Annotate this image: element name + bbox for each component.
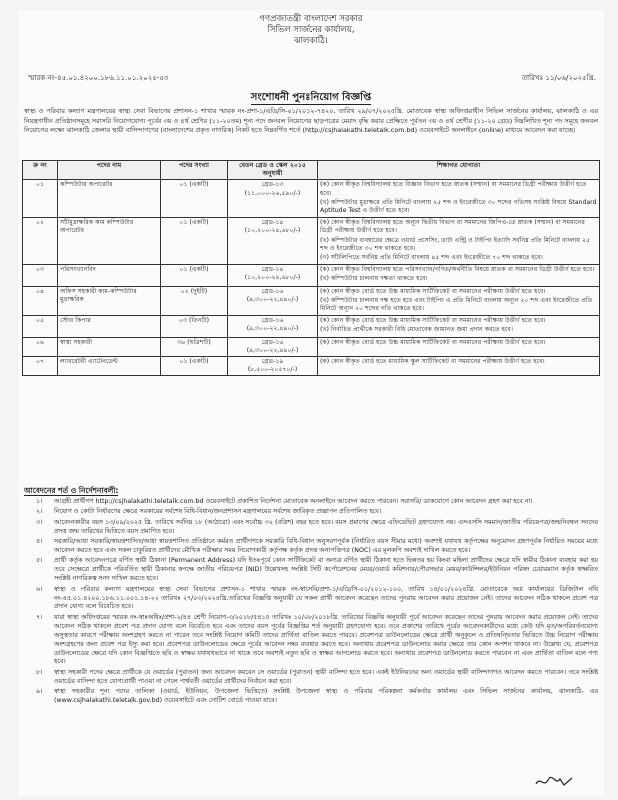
qualification-cell (318, 218, 600, 265)
post-count: ০১ (একটি) (161, 180, 228, 218)
notice-title: সংশোধনী পুনঃনিয়োগ বিজ্ঞপ্তি (250, 92, 372, 103)
pay-scale: (৯,৩০০-২২,৪৯০/-) (246, 295, 299, 303)
condition-text: সরকারি/আধা সরকারি/স্বায়ত্তশাসিত/আধা স্বায়ত্তশাসিত প্রতিষ্ঠানে কর্মরত প্রার্থীগণকে সরকারি বিধি-বিধান অনুসরণপূর্বক (নির্ধারিত বয়স সীমার মধ্যে) অবশ্যই যথাযথ কর্তৃপক্ষের অনুমোদন গ্রহণপূর্বক নির্ধারিত সময়ের মধ্যে আবেদন করতে হবে এবং সকল চাকুরিরত প্রার্থীদের মৌখিক পরীক্ষার সময় নিয়োগকারী কর্তৃপক্ষ কর্তৃক প্রদত্ত অনাপত্তিপত্র (NOC) এর মূলকপি অবশ্যই দাখিল করতে হবে। (54, 538, 598, 555)
condition-number: ৭। (36, 613, 43, 621)
row-number: ০২ (23, 218, 58, 265)
post-count: ০১ (একটি) (161, 265, 228, 286)
notice-page (18, 10, 604, 796)
condition-item (24, 498, 598, 507)
memo-date: তারিখঃ ১১/০৬/২০২৫খ্রি. (521, 74, 596, 82)
letterhead-line1: গণপ্রজাতন্ত্রী বাংলাদেশ সরকার (259, 14, 363, 24)
post-count: ০২ (দুইটি) (161, 286, 228, 316)
table-row (23, 265, 600, 286)
row-number: ০১ (23, 180, 58, 218)
qualification-line: (খ) কম্পিউটার মুদ্রাক্ষরে প্রতি মিনিটে বাংলায় ২৫ শব্দ ও ইংরেজীতে ৩০ শব্দের গতিসহ সংশ্লিষ্ট বিষয়ে Standard Aptitude Test এ উত্তীর্ণ হতে হবে। (320, 198, 597, 215)
pay-grade (228, 180, 318, 218)
pay-scale: (৯,৩০০-২২,৪৯০/-) (246, 325, 299, 333)
condition-item (24, 614, 598, 667)
condition-text: আবেদনকারীর বয়স ১৩/০৯/২০২৫ খ্রি. তারিখে সর্বনিম্ন ১৮ (আঠারো) এবং সর্বোচ্চ ৩২ (বত্রিশ) বছর হতে হবে। বয়স প্রমাণের ক্ষেত্রে এফিডেভিট গ্রহণযোগ্য নয়। এসএসসি সমমান/জাতীয় পরিচয়পত্র/জন্মনিবন্ধন সনদের প্রদত্ত জন্ম তারিখের ভিত্তিতে বয়স প্রমাণিত হবে। (54, 518, 598, 535)
condition-text: নিয়োগ ও কোটা নির্ধারণের ক্ষেত্রে সরকারের সর্বশেষ বিধি-বিধান/জনপ্রশাসন মন্ত্রণালয়ের সর্বশেষ জারিকৃত প্রজ্ঞাপন প্রতিপালিত হবে। (54, 508, 382, 516)
grade-label: গ্রেড-১৩ (261, 181, 284, 189)
intro-paragraph: স্বাস্থ্য ও পরিবার কল্যাণ মন্ত্রণালয়ের স্বাস্থ্য সেবা বিভাগের প্রশাসন-১ শাখার স্মারক নং-প্রশা-১/এডি/সি-০১/২০১২-৭৪২০, তারিখ ২৯/০৭/২০২৫খ্রি. মোতাবেক স্বাস্থ্য অধিদপ্তরাধীন সিভিল সার্জনের কার্যালয়, ঝালকাঠি ও এর নিয়ন্ত্রণাধীন প্রতিষ্ঠানসমূহে সরাসরি নিয়োগযোগ্য পূর্বের ৩য় ও ৪র্থ শ্রেণির (১১-২০তম) শূন্য পদে জনবল নিয়োগের ছাড়পত্রের মেয়াদ বৃদ্ধি করার প্রেক্ষিতে পূর্বতন ৩য় ও ৪র্থ শ্রেণীর (১১-২০ গ্রেড) নিম্নলিখিত শূন্য পদ সমূহে জনবল নিয়োগের লক্ষ্যে ঝালকাঠি জেলার স্থায়ী বাসিন্দাগণের (বাংলাদেশের প্রকৃত নাগরিক) নিকট হতে নিম্নবর্ণিত শর্তে (http://csjhalakathi.teletalk.com.bd) ওয়েবসাইটে অনলাইনে (online) মাধ্যমে আবেদন করা যাচ্ছে। (24, 107, 598, 135)
qualification-cell (318, 357, 600, 376)
grade-label: গ্রেড-১৬ (261, 338, 284, 346)
condition-text: স্বাস্থ্য সহকারীর শূন্য পদের তালিকা (ওয়ার্ড, ইউনিয়ন, উপজেলা ভিত্তিতে) সংশ্লিষ্ট উপজেলা স্বাস্থ্য ও পরিবার পরিকল্পনা কর্মকর্তার কার্যালয় এবং সিভিল সার্জনের কার্যালয়, ঝালকাঠি- এর (www.csjhalakathi.teletalk.gov.bd) ওয়েবসাইটে এবং নোটিশ বোর্ডে পাওয়া যাবে। (54, 688, 598, 705)
conditions-title: আবেদনের শর্ত ও নির্দেশনাবলী: (24, 486, 119, 495)
col-header-grade: বেতন গ্রেড ও স্কেল ২০১৫ অনুযায়ী (228, 161, 318, 180)
condition-text: আগ্রহী প্রার্থীগণ http://csjhalakathi.teletalk.com.bd ওয়েবসাইটে প্রকাশিত নির্দেশনা মোতাবেক অনলাইনে আবেদন করতে পারবেন। সরাসরি/ ডাকযোগে কোন আবেদন গ্রহণ করা হবে না। (54, 498, 533, 505)
condition-number: ২। (36, 508, 43, 516)
qualification-line: (ক) কোন স্বীকৃত বোর্ড হতে উচ্চ মাধ্যমিক সার্টিফিকেট বা সমমানের পরীক্ষায় উত্তীর্ণ হতে হবে। (320, 317, 546, 325)
condition-text: স্বাস্থ্য ও পরিবার কল্যাণ মন্ত্রণালয়ের স্বাস্থ্য সেবা বিভাগের প্রশাসন-১ শাখার স্মারক নং-স্বাসেবি/প্রশা-১/এডি/সি-০১/২০১২-১০০, তারিখ ১৪/০১/২০২৪খ্রি. মোতাবেকে অত্র কার্যালয়ের ডিজিটাল নথি নং-৪৫.০১.৪২০০.১৮৬.১১.০০১.১৪-২২ তারিখঃ ২৭/০৩/২০২৪খ্রি.তারিখের বিজ্ঞপ্তি অনুযায়ী যে সকল প্রার্থী আবেদন করেছেন তাদের পুনরায় আবেদন করার প্রয়োজন নেই। তাদের আবেদন সঠিক থাকলে প্রবেশ পত্র প্রদান যোগ্য বলে বিবেচিত হবে। (54, 585, 598, 611)
condition-item (24, 538, 598, 556)
row-number: ০৭ (23, 357, 58, 376)
pay-scale: (১০,২০০-২৪,৬৮০/-) (244, 227, 301, 235)
condition-text: স্বাস্থ্য সহকারী পদের ক্ষেত্রে প্রার্থীকে যে ওয়ার্ডের (পুরাতন) জন্য আবেদন করবেন সে ওয়ার্ডের (পুরাতন) স্থায়ী বাসিন্দা হতে হবে। একই ইউনিয়নের অন্য ওয়ার্ডের স্থায়ী বাসিন্দাগণও আবেদন করতে পারবেন। তবে সংশ্লিষ্ট ওয়ার্ডের বাসিন্দা হতে যোগ্যপ্রার্থী পাওয়া না গেলে পার্শ্ববর্তী ওয়ার্ডের প্রার্থীদের নির্বাচন করা হবে। (54, 668, 598, 685)
qualification-line: (ক) কোন স্বীকৃত বোর্ড হতে উচ্চ মাধ্যমিক সার্টিফিকেট বা সমমানের পরীক্ষায় উত্তীর্ণ হতে হবে। (320, 338, 546, 346)
post-count: ৩৬ (ছত্রিশটি) (161, 337, 228, 356)
grade-label: গ্রেড-১৬ (261, 317, 284, 325)
post-name: স্বাস্থ্য সহকারী (58, 337, 161, 356)
pay-grade (228, 218, 318, 265)
post-name: ল্যাবরেটরী এ্যাটেনডেন্ট (58, 357, 161, 376)
condition-text: প্রার্থী কর্তৃক আবেদনপত্রে বর্ণিত স্থায়ী ঠিকানা (Permanent Address) যদি ইতঃপূর্বে কোন সার্টিফিকেট বা অন্যত্র বর্ণিত স্থায়ী ঠিকানা হতে ভিন্নতর হয় কিংবা মহিলা প্রার্থীদের ক্ষেত্রে যদি স্বামীর ঠিকানা ব্যবহার করা হয় তবে সেক্ষেত্রে প্রার্থীকে পরিবর্তিত স্থায়ী ঠিকানার স্বপক্ষে জাতীয় পরিচয়পত্র (NID) উল্লেখসহ সংশ্লিষ্ট সিটি কর্পোরেশনের মেয়র/ওয়ার্ড কমিশনার/পৌরসভার মেয়র/কাউন্সিলর/ইউনিয়ন পরিষদ চেয়ারম্যান কর্তৃক স্বাক্ষরিত সংশ্লিষ্ট নাগরিকত্ব সনদ দাখিল করতে হবে। (54, 557, 598, 583)
qualification-cell (318, 337, 600, 356)
letterhead (18, 14, 604, 47)
condition-number: ৫। (36, 557, 43, 565)
post-name: কম্পিউটার অপারেটর (58, 180, 161, 218)
qualification-line: (গ) সাঁটলিপিতে সর্বনিম্ন প্রতি মিনিটে বাংলায় ৪৫ শব্দ এবং ইংরেজীতে ৭০ শব্দ থাকতে হবে। (320, 254, 543, 262)
conditions-list (24, 498, 598, 707)
pay-scale: (৯,৩০০-২২,৪৯০/-) (246, 346, 299, 354)
qualification-line: (ক) কোন স্বীকৃত বোর্ড হতে মাধ্যমিক স্কুল সার্টিফিকেট বা সমমানের পরীক্ষায় উত্তীর্ণ হতে হবে। (320, 358, 545, 366)
table-row (23, 357, 600, 376)
qualification-line: (খ) নির্বাচিত প্রার্থীকে সরকারী বিধি মোতাবেক জামানত জমা প্রদান করতে হবে। (320, 326, 513, 334)
qualification-line: (ক) কোন স্বীকৃত বিশ্ববিদ্যালয় হতে পরিসংখ্যান/গণিত/অর্থনীতি বিষয়ে স্নাতক বা সমমানের ডিগ্রী উত্তীর্ণ হতে হবে। (320, 266, 595, 274)
qualification-cell (318, 265, 600, 286)
table-header-row (23, 161, 600, 180)
post-count: ০১ (একটি) (161, 218, 228, 265)
grade-label: গ্রেড-১৪ (261, 266, 284, 274)
row-number: ০৬ (23, 337, 58, 356)
grade-label: গ্রেড-১৬ (261, 287, 284, 295)
condition-item (24, 519, 598, 537)
grade-label: গ্রেড-১৪ (261, 219, 284, 227)
memo-number: স্মারক নং-৪৫.০১.৪২০০.১৮৬.১১.০১.২০২৫-৫৩ (28, 74, 169, 82)
table-row (23, 337, 600, 356)
post-name: সাঁটমুদ্রাক্ষরিক কাম কম্পিউটার অপারেটর (58, 218, 161, 265)
qualification-line: (খ) কম্পিউটার চালনায় দক্ষতা থাকতে হবে। (320, 275, 428, 283)
condition-text: যারা স্বাস্থ্য অধিদপ্তরের স্মারক নং-স্বাঃঅধিঃ/প্রশা-২/৪৪ শ্রেণী নিয়োগ-৩/২০১৮/৫৪১৫ তারিখঃ ১০/০৮/২০১৮খ্রি. তারিখের বিজ্ঞপ্তি অনুযায়ী পূর্বে আবেদন করেছেন তাদের পুনরায় আবেদন করার প্রয়োজন নেই। তাদের আবেদন সঠিক থাকলে প্রবেশ পত্র প্রদান যোগ্য বলে বিবেচিত হবে এবং তাদের বয়স পূর্বের বিজ্ঞপ্তির শর্ত অনুযায়ী গ্রহণযোগ্য হবে। তবে প্রকাশের তারিখে পূর্বের আবেদনকারীদের মধ্যে কেউ যদি মৃত/অপরিবর্তনযোগ্য অসুস্থতার কারণে পরীক্ষায় অংশগ্রহণ করতে না পারেন তবে সংশ্লিষ্ট নিয়োগ কমিটি তাদের প্রার্থিতা বাতিল করতে পারবে। প্রবেশপত্র ডাউনলোডের ক্ষেত্রে প্রার্থী অনুকূলে ও প্রতিদ্বন্দ্বিতার ভিত্তিতে উচ্চ নিয়োগ পরীক্ষায় অংশগ্রহণের জন্য প্রবেশ পত্র ইস্যু করা হবে। প্রবেশপত্র ডাউনলোডের ক্ষেত্রে পূর্বের আবেদন নম্বর ব্যবহার করতে হবে। অন্যথায় প্রবেশপত্র ডাউনলোড করার ক্ষেত্রে তার কোন অপশন থাকবে না। উল্লেখ্য যে, প্রবেশপত্র ডাউনলোডের ক্ষেত্রে যদি কোন বিজ্ঞপ্তিতে ছবি ও স্বাক্ষর যথাযথভাবে না থাকে তবে অবশ্যই নতুন ছবি ও স্বাক্ষর আপলোড করতে হবে। অন্যথায় প্রবেশপত্র ডাউনলোড করতে পারবেন না এবং প্রার্থিতা বাতিল বলে গণ্য হবে। (54, 613, 599, 666)
table-row (23, 180, 600, 218)
col-header-qualification: শিক্ষাগত যোগ্যতা (318, 161, 600, 180)
table-row (23, 316, 600, 337)
qualification-cell (318, 286, 600, 316)
grade-label: গ্রেড-১৯ (261, 358, 284, 366)
table-row (23, 286, 600, 316)
letterhead-line2: সিভিল সার্জনের কার্যালয়, (267, 25, 355, 35)
posts-table (22, 160, 600, 376)
condition-item (24, 688, 598, 706)
row-number: ০৫ (23, 316, 58, 337)
pay-grade (228, 286, 318, 316)
post-name: অফিস সহকারী কাম-কম্পিউটার মুদ্রাক্ষরিক (58, 286, 161, 316)
post-count: ০৩ (তিনটি) (161, 316, 228, 337)
condition-number: ৯। (36, 688, 43, 696)
post-count: ০১ (একটি) (161, 357, 228, 376)
signature-mark (534, 774, 574, 790)
pay-scale: (১১,০০০-২৬,৫৯০/-) (244, 189, 301, 197)
condition-item (24, 508, 598, 517)
condition-number: ৩। (36, 518, 43, 526)
memo-row (28, 72, 596, 84)
pay-grade (228, 316, 318, 337)
pay-grade (228, 265, 318, 286)
row-number: ০৪ (23, 286, 58, 316)
table-row (23, 218, 600, 265)
col-header-count: পদের সংখ্যা (161, 161, 228, 180)
qualification-line: (ক) কোন স্বীকৃত বিশ্ববিদ্যালয় হতে বিজ্ঞান বিভাগ হতে স্নাতক (সম্মান) বা সমমানের ডিগ্রী পরীক্ষায় উত্তীর্ণ হতে হবে। (320, 181, 587, 197)
pay-grade (228, 337, 318, 356)
condition-item (24, 586, 598, 613)
condition-number: ৪। (36, 538, 43, 546)
row-number: ০৩ (23, 265, 58, 286)
condition-number: ৬। (36, 585, 43, 593)
condition-item (24, 669, 598, 687)
letterhead-line3: ঝালকাঠি। (294, 36, 328, 46)
col-header-no: ক্র নং (23, 161, 58, 180)
pay-scale: (১০,২০০-২৪,৬৮০/-) (244, 274, 301, 282)
qualification-line: (ক) কোন স্বীকৃত বোর্ড হতে উচ্চ মাধ্যমিক সার্টিফিকেট বা সমমানের পরীক্ষায় উত্তীর্ণ হতে হবে। (320, 287, 546, 295)
qualification-line: (খ) কম্পিউটার চালনায় দক্ষ হতে হবে এবং টাইপিং এ প্রতি মিনিটে বাংলায় অন্যূন ২০ শব্দ এবং ইংরেজীতে প্রতি মিনিটে অন্যূন ২০ শব্দের গতি থাকতে হবে। (320, 296, 593, 313)
col-header-name: পদের নাম (58, 161, 161, 180)
pay-scale: (৮,৫০০-২০৫৭০/-) (247, 366, 298, 374)
qualification-line: (খ) কম্পিউটার ব্যবহারের ক্ষেত্রে ওয়ার্ড প্রসেসিং, ডাটা এন্ট্রি ও টাইপিং ইত্যাদি সর্বনিম্ন প্রতি মিনিটে বাংলায় ২৫ শব্দ ও ইংরেজীতে ৩০ শব্দ থাকতে হবে। (320, 236, 591, 252)
qualification-line: (ক) কোন স্বীকৃত বিশ্ববিদ্যালয় হতে অন্যূন দ্বিতীয় বিভাগ বা সমমানের জিপিএ-তে স্নাতক (সম্মান) বা সমমানের ডিগ্রী পরীক্ষায় উত্তীর্ণ হতে হবে। (320, 219, 585, 235)
post-name: স্টোর কিপার (58, 316, 161, 337)
condition-number: ১। (36, 498, 43, 505)
qualification-cell (318, 316, 600, 337)
qualification-cell (318, 180, 600, 218)
pay-grade (228, 357, 318, 376)
post-name: পরিসংখ্যানবিদ (58, 265, 161, 286)
condition-number: ৮। (36, 668, 43, 676)
condition-item (24, 557, 598, 584)
